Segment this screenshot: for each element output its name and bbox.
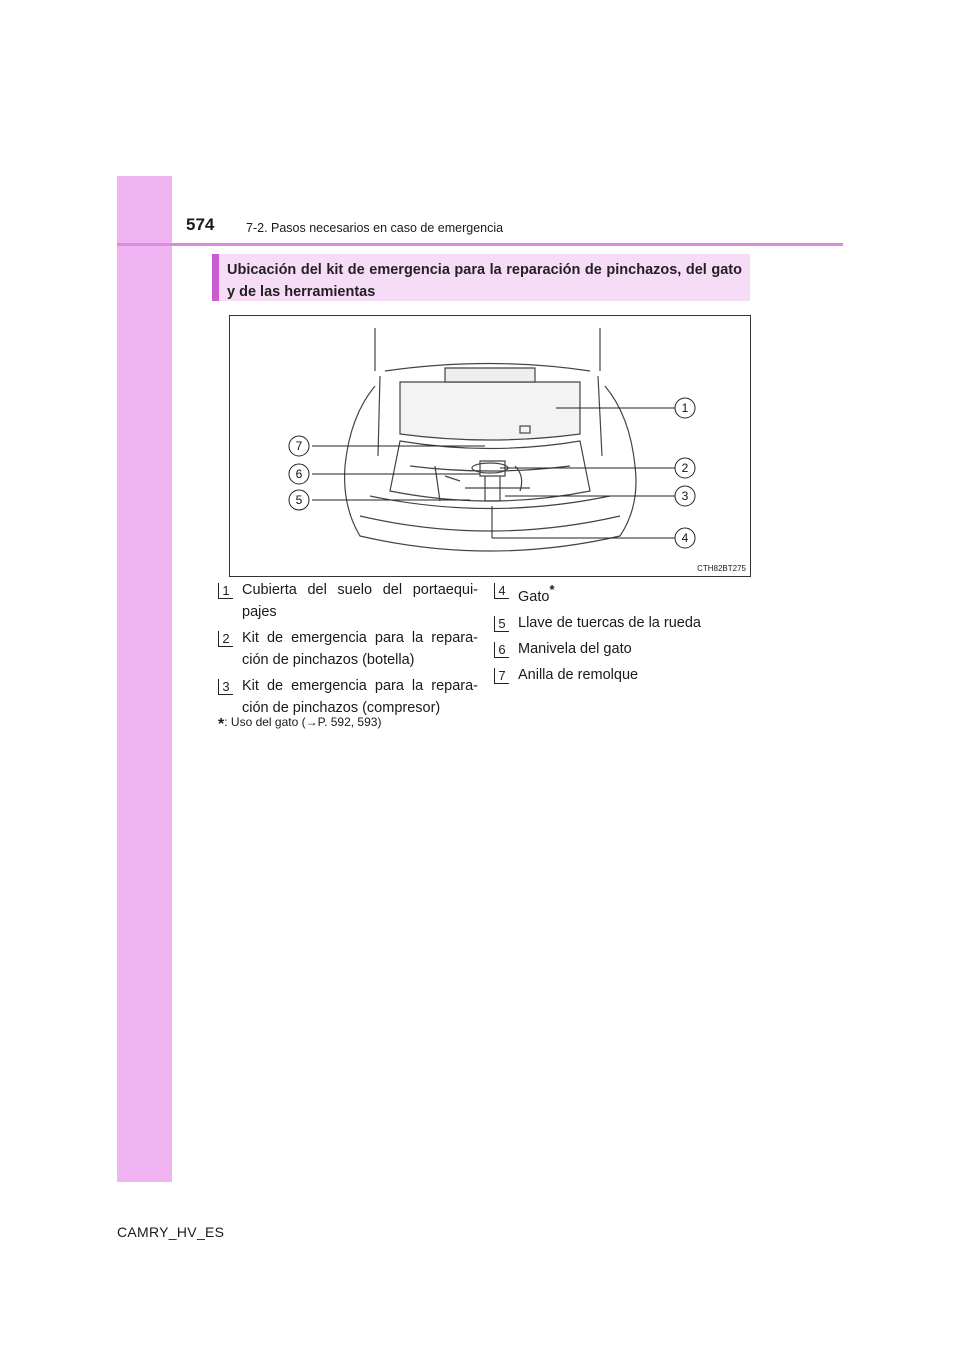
asterisk-icon: * — [549, 582, 555, 597]
legend-item — [218, 675, 478, 719]
footnote — [218, 715, 381, 734]
figure-code: CTH82BT275 — [697, 564, 746, 573]
legend-number: 4 — [494, 583, 509, 599]
legend-number: 2 — [218, 631, 233, 647]
legend-number: 7 — [494, 668, 509, 684]
footer-model-code: CAMRY_HV_ES — [117, 1224, 225, 1240]
legend-item — [218, 627, 478, 671]
callout-6-label: 6 — [295, 467, 303, 481]
heading-text: Ubicación del kit de emergencia para la reparación de pinchazos, del gato y de las herramientas — [227, 262, 742, 300]
legend-item — [494, 612, 750, 634]
legend-text: Cubierta del suelo del portaequi-pajes — [242, 582, 478, 620]
legend-text: Manivela del gato — [518, 641, 632, 657]
callout-3-label: 3 — [681, 489, 689, 503]
legend-number: 3 — [218, 679, 233, 695]
legend-number: 1 — [218, 583, 233, 599]
legend-text: Kit de emergencia para la repara-ción de pinchazos (compresor) — [242, 678, 478, 716]
section-title: 7-2. Pasos necesarios en caso de emergencia — [246, 221, 504, 235]
legend-number: 5 — [494, 616, 509, 632]
legend-item — [494, 664, 750, 686]
callout-5-label: 5 — [295, 493, 303, 507]
legend-item — [494, 638, 750, 660]
callout-4-label: 4 — [681, 531, 689, 545]
heading-box — [212, 254, 750, 301]
legend-text: Kit de emergencia para la repara-ción de pinchazos (botella) — [242, 630, 478, 668]
legend-right — [494, 579, 750, 690]
legend-text: Anilla de remolque — [518, 667, 639, 683]
footnote-asterisk-icon: * — [218, 716, 225, 733]
callout-2-label: 2 — [681, 461, 689, 475]
footnote-text: : Uso del gato (→P. 592, 593) — [224, 715, 382, 729]
legend-item — [494, 579, 750, 608]
callout-7-label: 7 — [295, 439, 303, 453]
legend-text: Llave de tuercas de la rueda — [518, 615, 701, 631]
page-number: 574 — [186, 215, 215, 234]
trunk-drawing — [230, 316, 750, 576]
legend-item — [218, 579, 478, 623]
legend-text: Gato — [518, 589, 550, 605]
header-rule — [117, 243, 843, 246]
callout-1-label: 1 — [681, 401, 689, 415]
legend-number: 6 — [494, 642, 509, 658]
trunk-illustration — [229, 315, 751, 577]
side-tab-band — [117, 176, 172, 1182]
legend-left — [218, 579, 478, 723]
